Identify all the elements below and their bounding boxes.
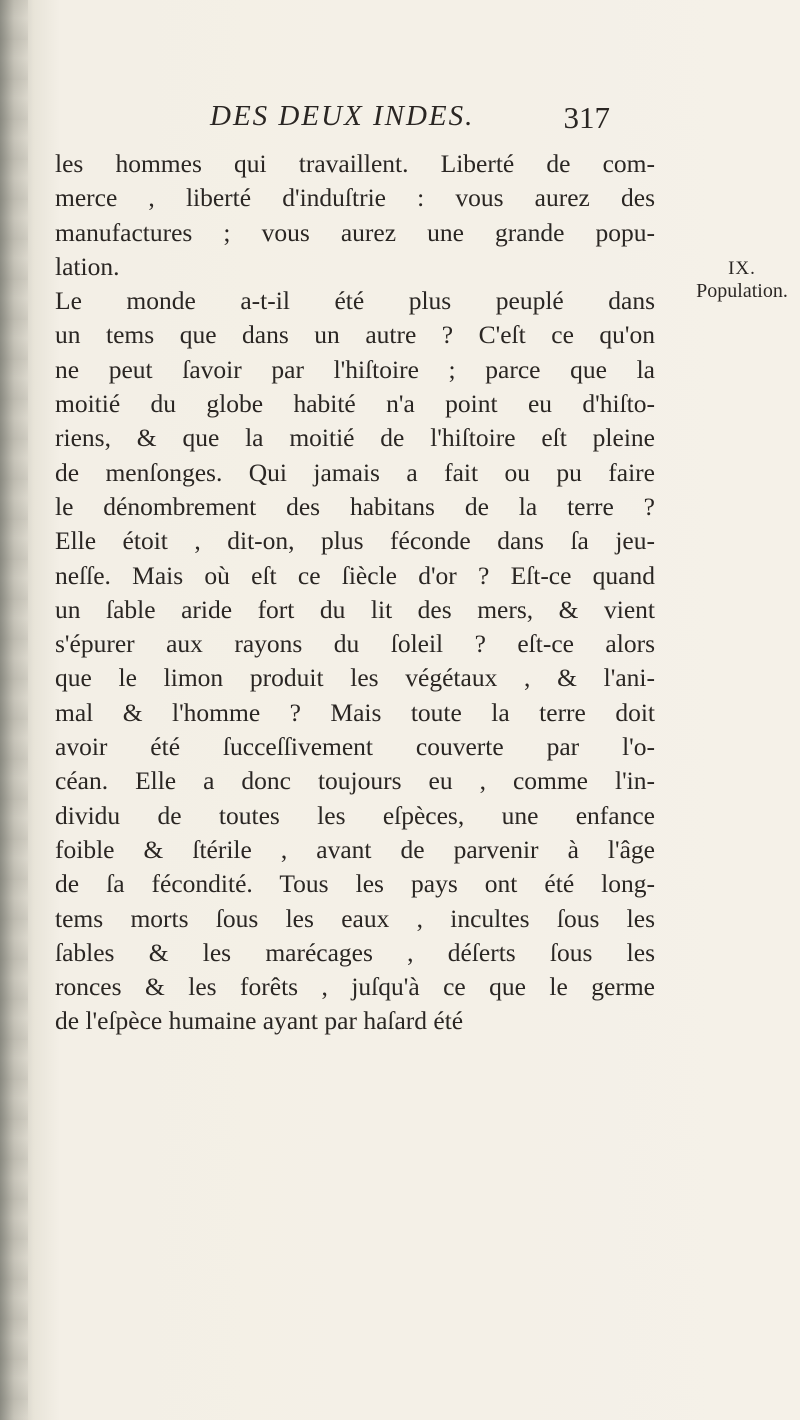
text-line: de l'eſpèce humaine ayant par haſard été (55, 1006, 464, 1036)
text-line: dividu de toutes les eſpèces, une enfance (55, 800, 655, 830)
page-number: 317 (563, 100, 610, 135)
text-line: un ſable aride fort du lit des mers, & vient (55, 594, 655, 624)
text-line: que le limon produit les végétaux , & l'ani- (55, 663, 655, 693)
page-header (210, 100, 610, 144)
text-line: moitié du globe habité n'a point eu d'hiſto- (55, 389, 655, 419)
text-line: lation. (55, 251, 120, 281)
text-line: foible & ſtérile , avant de parvenir à l'âge (55, 834, 655, 864)
text-line: mal & l'homme ? Mais toute la terre doit (55, 697, 655, 727)
text-line: avoir été ſucceſſivement couverte par l'o- (55, 732, 655, 762)
body-text (55, 147, 655, 1039)
text-line: de menſonges. Qui jamais a fait ou pu faire (55, 457, 655, 487)
text-line: manufactures ; vous aurez une grande popu- (55, 217, 655, 247)
running-title: DES DEUX INDES. (210, 100, 475, 132)
text-line: de ſa fécondité. Tous les pays ont été long- (55, 869, 655, 899)
margin-note-label: Population. (696, 280, 788, 302)
text-line: les hommes qui travaillent. Liberté de com- (55, 149, 655, 178)
text-line: un tems que dans un autre ? C'eſt ce qu'on (55, 320, 655, 350)
text-line: ſables & les marécages , déſerts ſous les (55, 937, 655, 967)
text-line: ronces & les forêts , juſqu'à ce que le germe (55, 972, 655, 1002)
text-line: ne peut ſavoir par l'hiſtoire ; parce que la (55, 354, 655, 384)
text-line: Elle étoit , dit-on, plus féconde dans ſa jeu- (55, 526, 655, 556)
text-line: tems morts ſous les eaux , incultes ſous les (55, 903, 655, 933)
margin-note-number: IX. (728, 258, 756, 279)
text-line: s'épurer aux rayons du ſoleil ? eſt-ce alors (55, 629, 655, 659)
text-line: merce , liberté d'induſtrie : vous aurez des (55, 183, 655, 213)
text-line: le dénombrement des habitans de la terre ? (55, 491, 655, 521)
text-line: neſſe. Mais où eſt ce ſiècle d'or ? Eſt-ce quand (55, 560, 655, 590)
text-line: riens, & que la moitié de l'hiſtoire eſt pleine (55, 423, 655, 453)
text-line: céan. Elle a donc toujours eu , comme l'in- (55, 766, 655, 796)
margin-note (692, 258, 792, 302)
text-line: Le monde a-t-il été plus peuplé dans (55, 286, 655, 316)
